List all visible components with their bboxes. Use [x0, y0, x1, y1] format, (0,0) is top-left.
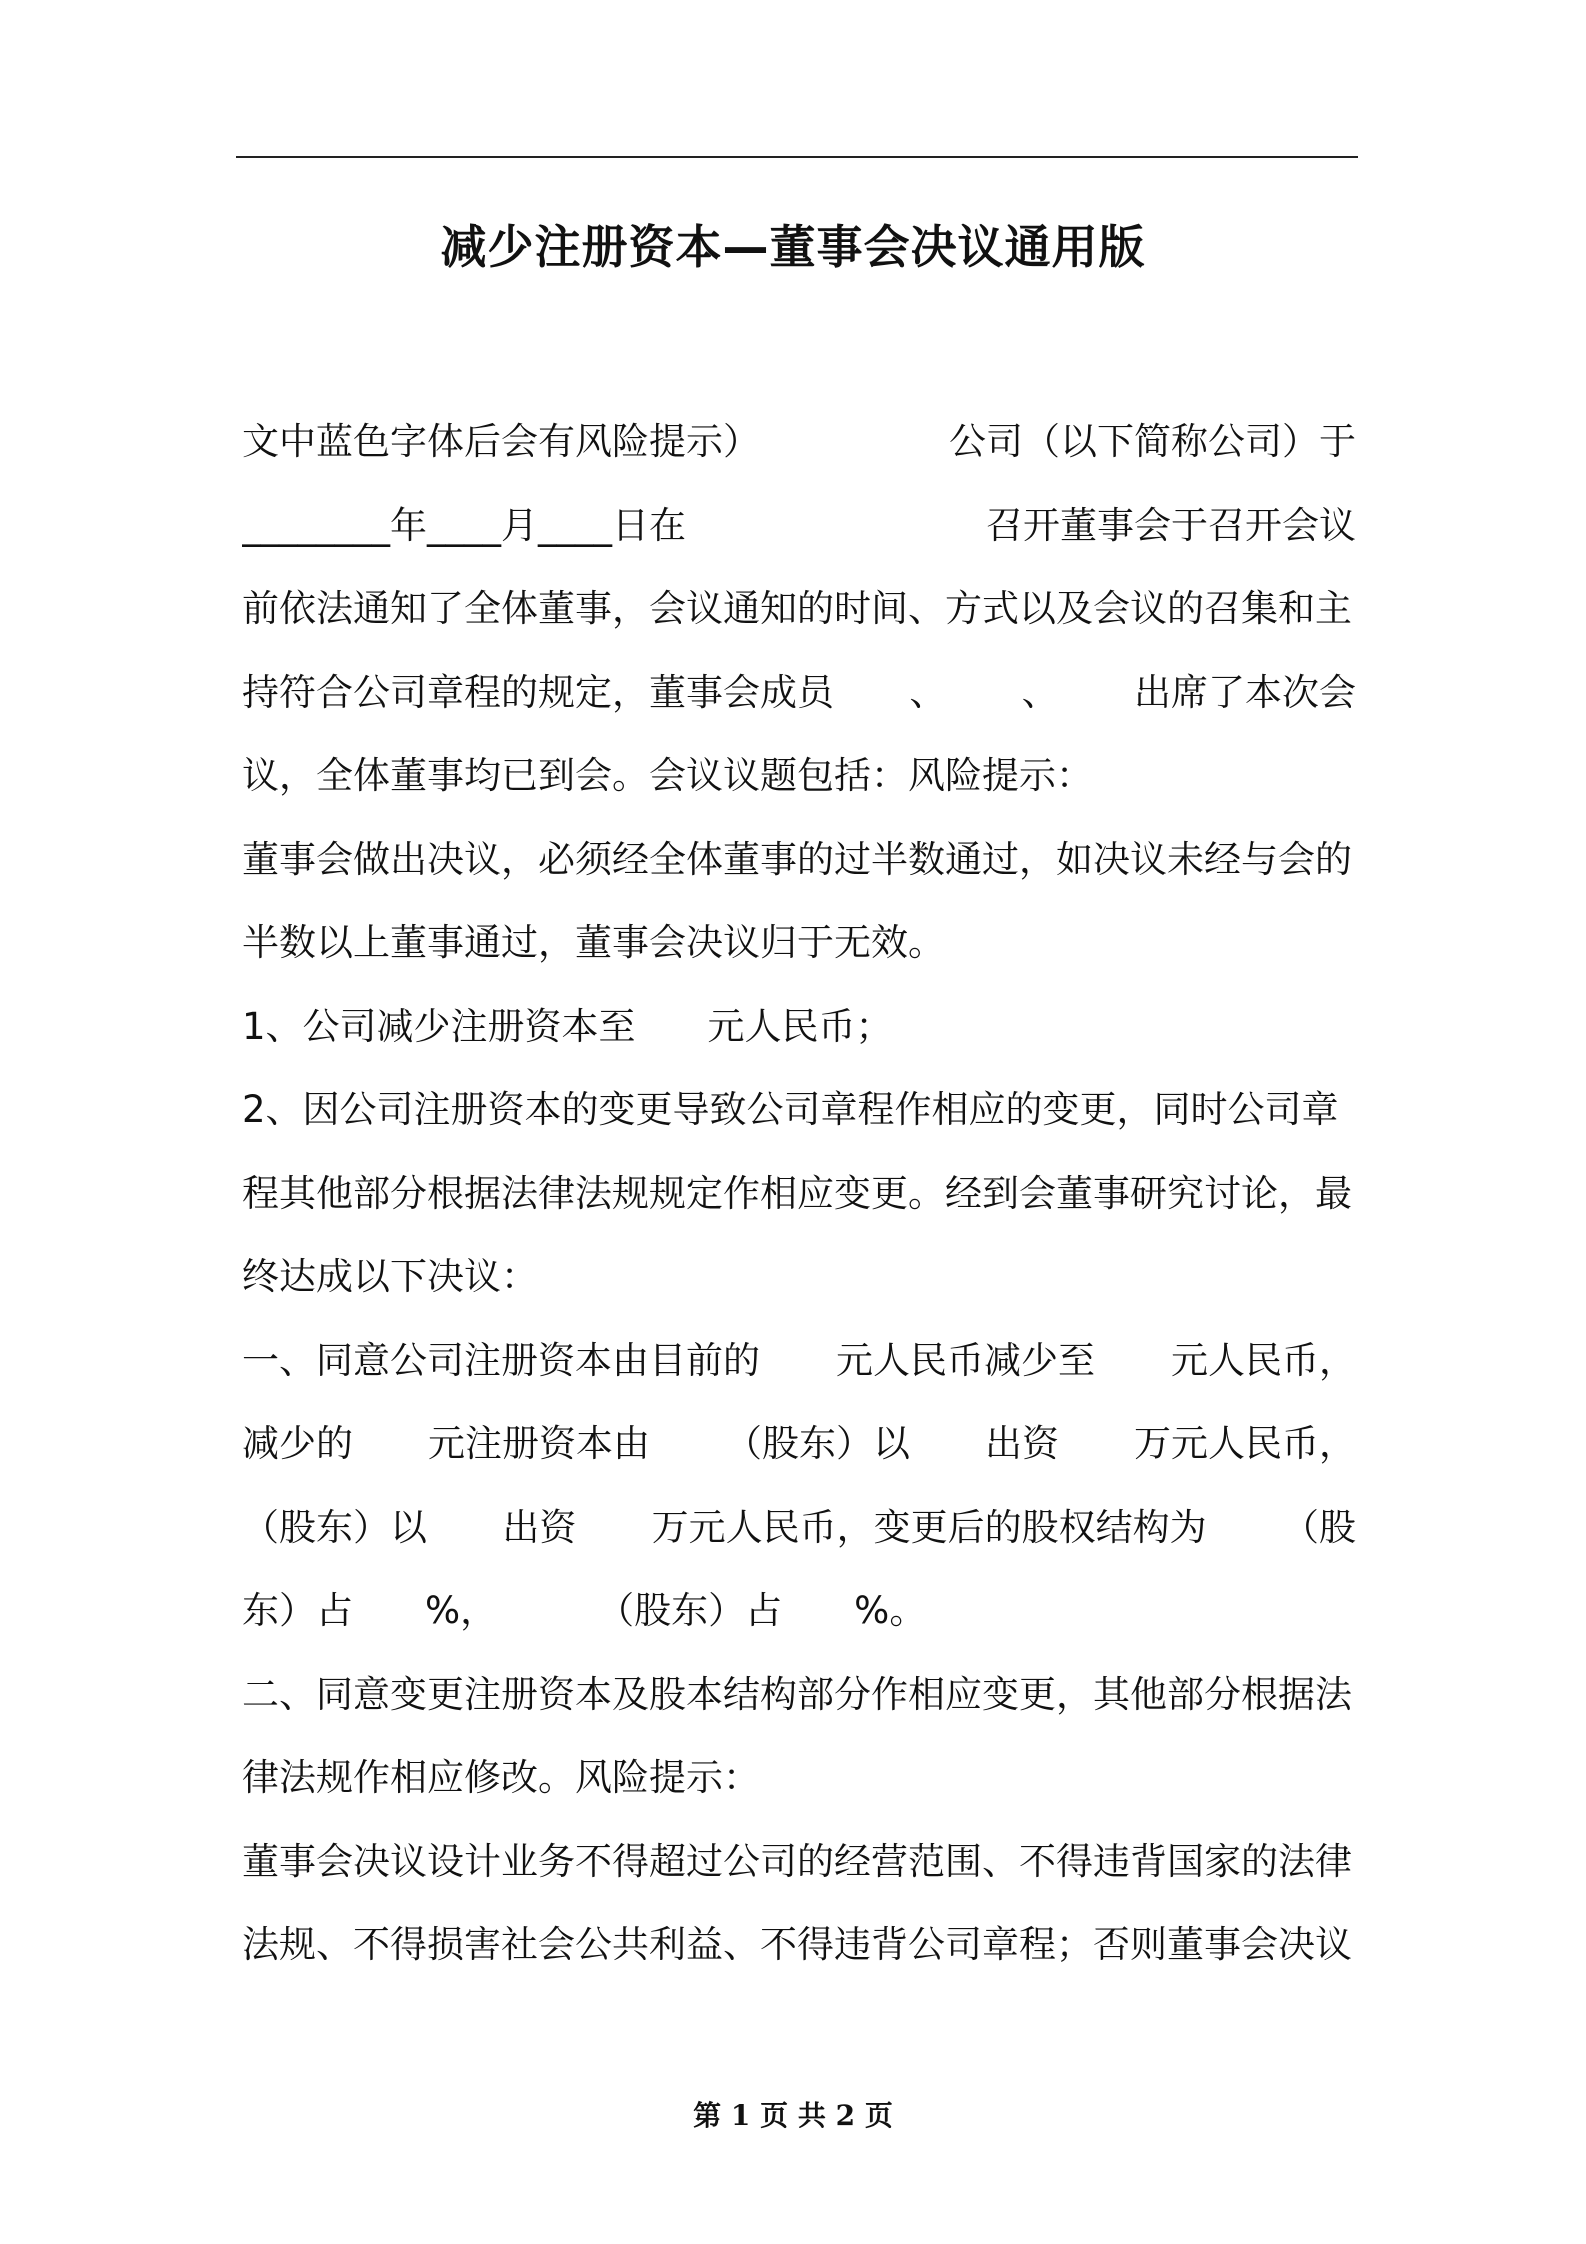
text-segment: 公司（以下简称公司）于 [949, 420, 1356, 463]
text-segment: ________年____月____日在 [242, 503, 686, 547]
body-line-1 [242, 400, 1356, 484]
text-segment: （股东）以 [242, 1505, 427, 1549]
body-line-15 [242, 1569, 1356, 1653]
text-segment: （股东）以 [725, 1422, 910, 1465]
text-segment: 半数以上董事通过，董事会决议归于无效。 [242, 921, 945, 964]
body-line-16 [242, 1653, 1356, 1737]
body-line-18 [242, 1820, 1356, 1904]
text-segment: 持符合公司章程的规定，董事会成员 [242, 670, 834, 714]
text-segment: 万元人民币， [1134, 1422, 1356, 1465]
text-segment: 、 [909, 670, 947, 714]
text-segment: 元人民币； [707, 1004, 893, 1048]
document-body [242, 400, 1356, 1987]
text-segment: 2、因公司注册资本的变更导致公司章程作相应的变更，同时公司章 [242, 1088, 1339, 1131]
header-rule [236, 156, 1358, 158]
page-number: 第 1 页 共 2 页 [693, 2099, 893, 2132]
text-segment: 议，全体董事均已到会。会议议题包括：风险提示： [242, 754, 1093, 797]
text-segment: 前依法通知了全体董事，会议通知的时间、方式以及会议的召集和主 [242, 587, 1352, 630]
text-segment: 、 [1021, 670, 1059, 714]
body-line-12 [242, 1319, 1356, 1403]
text-segment: 元人民币减少至 [836, 1338, 1095, 1382]
text-segment: 文中蓝色字体后会有风险提示） [242, 420, 760, 463]
body-line-19 [242, 1903, 1356, 1987]
body-line-10 [242, 1152, 1356, 1236]
text-segment: 1、公司减少注册资本至 [242, 1004, 636, 1048]
text-segment: 董事会决议设计业务不得超过公司的经营范围、不得违背国家的法律 [242, 1839, 1352, 1883]
text-segment: 减少的 [242, 1422, 353, 1465]
body-line-6 [242, 818, 1356, 902]
body-line-5 [242, 734, 1356, 818]
text-segment: 一、同意公司注册资本由目前的 [242, 1338, 760, 1382]
body-line-9 [242, 1068, 1356, 1152]
text-segment: （股东）占 [597, 1589, 783, 1632]
text-segment: 二、同意变更注册资本及股本结构部分作相应变更，其他部分根据法 [242, 1672, 1352, 1716]
body-line-3 [242, 567, 1356, 651]
body-line-14 [242, 1486, 1356, 1570]
text-segment: 元注册资本由 [428, 1422, 650, 1465]
text-segment: 出资 [502, 1505, 577, 1549]
body-line-17 [242, 1736, 1356, 1820]
text-segment: 出席了本次会 [1133, 670, 1356, 714]
text-segment: 东）占 [242, 1589, 353, 1632]
text-segment: 终达成以下决议： [242, 1255, 538, 1298]
document-title: 减少注册资本—董事会决议通用版 [440, 220, 1146, 274]
text-segment: 万元人民币，变更后的股权结构为 [651, 1505, 1207, 1549]
body-line-11 [242, 1235, 1356, 1319]
body-line-4 [242, 651, 1356, 735]
text-segment: 律法规作相应修改。风险提示： [242, 1756, 760, 1799]
text-segment: %， [425, 1589, 498, 1632]
text-segment: 法规、不得损害社会公共利益、不得违背公司章程；否则董事会决议 [242, 1923, 1352, 1966]
body-line-13 [242, 1402, 1356, 1486]
text-segment: （股 [1281, 1505, 1356, 1549]
body-line-2 [242, 484, 1356, 568]
body-line-8 [242, 985, 1356, 1069]
body-line-7 [242, 901, 1356, 985]
text-segment: 召开董事会于召开会议 [986, 503, 1356, 547]
text-segment: 出资 [985, 1422, 1059, 1465]
text-segment: 程其他部分根据法律法规规定作相应变更。经到会董事研究讨论，最 [242, 1171, 1352, 1215]
text-segment: %。 [854, 1589, 927, 1632]
text-segment: 元人民币， [1171, 1338, 1356, 1382]
text-segment: 董事会做出决议，必须经全体董事的过半数通过，如决议未经与会的 [242, 837, 1352, 881]
